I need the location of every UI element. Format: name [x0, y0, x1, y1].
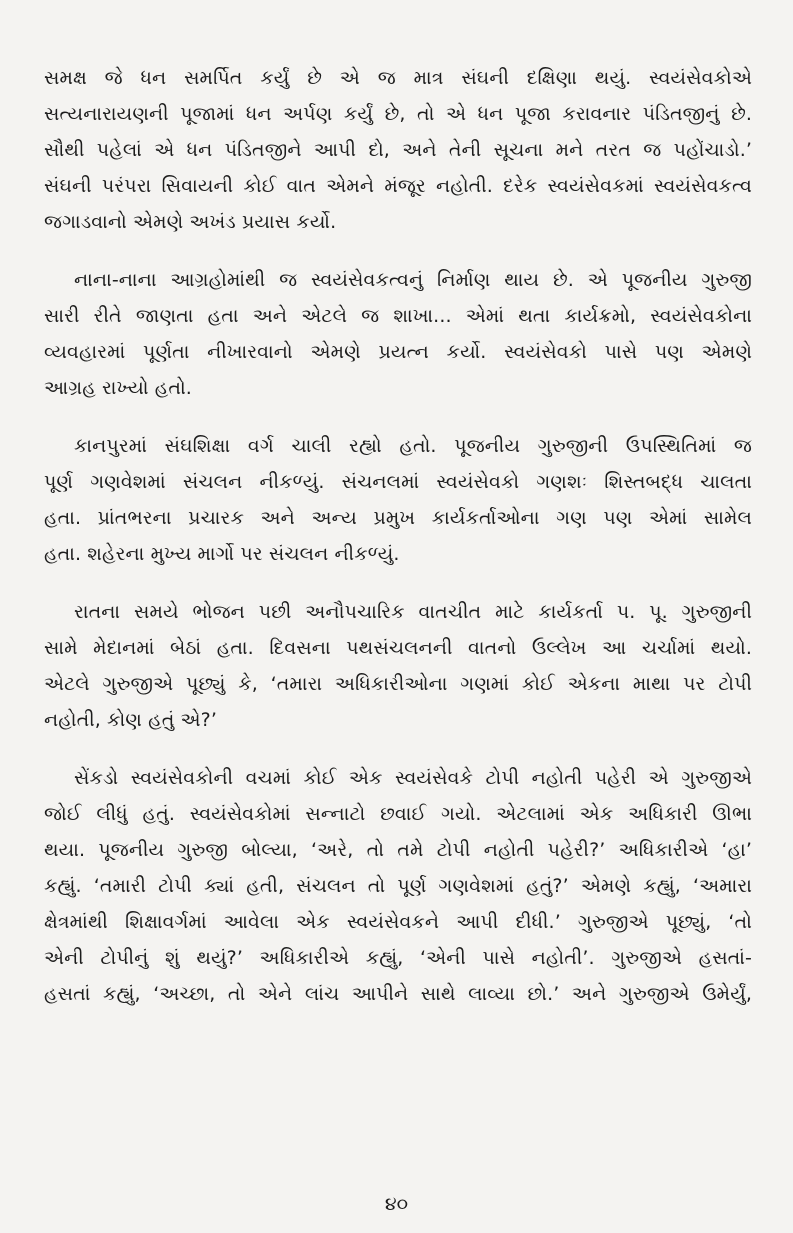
text-line: સંઘની પરંપરા સિવાયની કોઈ વાત એમને મંજૂર નહોતી. દરેક સ્વયંસેવકમાં સ્વયંસેવકત્વ [44, 175, 752, 197]
text-line: સૌથી પહેલાં એ ધન પંડિતજીને આપી દો, અને તેની સૂચના મને તરત જ પહોંચાડો.’ [44, 139, 752, 161]
text-line: થયા. પૂજનીય ગુરુજી બોલ્યા, ‘અરે, તો તમે ટોપી નહોતી પહેરી?’ અધિકારીએ ‘હા’ [44, 839, 752, 861]
book-page-body [44, 60, 752, 1200]
text-line: સત્યનારાયણની પૂજામાં ધન અર્પણ કર્યું છે, તો એ ધન પૂજા કરાવનાર પંડિતજીનું છે. [44, 103, 752, 125]
paragraph-5 [44, 760, 752, 1012]
text-line: એટલે ગુરુજીએ પૂછ્યું કે, ‘તમારા અધિકારીઓના ગણમાં કોઈ એકના માથા પર ટોપી [44, 673, 752, 695]
text-line: પૂર્ણ ગણવેશમાં સંચલન નીકળ્યું. સંચનલમાં સ્વયંસેવકો ગણશઃ શિસ્તબદ્ધ ચાલતા [44, 471, 752, 493]
text-line: હસતાં કહ્યું, ‘અચ્છા, તો એને લાંચ આપીને સાથે લાવ્યા છો.’ અને ગુરુજીએ ઉમેર્યું, [44, 983, 752, 1005]
paragraph-3 [44, 428, 752, 572]
text-line: જગાડવાનો એમણે અખંડ પ્રયાસ કર્યો. [44, 211, 337, 233]
text-line: સમક્ષ જે ધન સમર્પિત કર્યું છે એ જ માત્ર સંઘની દક્ષિણા થયું. સ્વયંસેવકોએ [44, 67, 752, 89]
text-line: સારી રીતે જાણતા હતા અને એટલે જ શાખા... એમાં થતા કાર્યક્રમો, સ્વયંસેવકોના [44, 305, 752, 327]
text-line: નાના-નાના આગ્રહોમાંથી જ સ્વયંસેવકત્વનું નિર્માણ થાય છે. એ પૂજનીય ગુરુજી [74, 269, 752, 291]
paragraph-4 [44, 594, 752, 738]
text-line: સેંકડો સ્વયંસેવકોની વચમાં કોઈ એક સ્વયંસેવકે ટોપી નહોતી પહેરી એ ગુરુજીએ [74, 767, 752, 789]
text-line: નહોતી, કોણ હતું એ?’ [44, 709, 218, 731]
text-line: એની ટોપીનું શું થયું?’ અધિકારીએ કહ્યું, ‘એની પાસે નહોતી’. ગુરુજીએ હસતાં- [44, 947, 752, 969]
text-line: આગ્રહ રાખ્યો હતો. [44, 377, 192, 399]
paragraph-2 [44, 262, 752, 406]
page-number: ૪૦ [384, 1193, 409, 1215]
text-line: હતા. પ્રાંતભરના પ્રચારક અને અન્ય પ્રમુખ કાર્યકર્તાઓના ગણ પણ એમાં સામેલ [44, 507, 752, 529]
text-line: કહ્યું. ‘તમારી ટોપી ક્યાં હતી, સંચલન તો પૂર્ણ ગણવેશમાં હતું?’ એમણે કહ્યું, ‘અમારા [44, 875, 752, 897]
text-line: સામે મેદાનમાં બેઠાં હતા. દિવસના પથસંચલનની વાતનો ઉલ્લેખ આ ચર્ચામાં થયો. [44, 637, 752, 659]
text-line: હતા. શહેરના મુખ્ય માર્ગો પર સંચલન નીકળ્યું. [44, 543, 400, 565]
paragraph-1 [44, 60, 752, 240]
text-line: ક્ષેત્રમાંથી શિક્ષાવર્ગમાં આવેલા એક સ્વયંસેવકને આપી દીધી.’ ગુરુજીએ પૂછ્યું, ‘તો [44, 911, 752, 933]
text-line: વ્યવહારમાં પૂર્ણતા નીખારવાનો એમણે પ્રયત્ન કર્યો. સ્વયંસેવકો પાસે પણ એમણે [44, 341, 752, 363]
text-line: જોઈ લીધું હતું. સ્વયંસેવકોમાં સન્નાટો છવાઈ ગયો. એટલામાં એક અધિકારી ઊભા [44, 803, 752, 825]
text-line: રાતના સમયે ભોજન પછી અનૌપચારિક વાતચીત માટે કાર્યકર્તા પ. પૂ. ગુરુજીની [74, 601, 752, 623]
text-line: કાનપુરમાં સંઘશિક્ષા વર્ગ ચાલી રહ્યો હતો. પૂજનીય ગુરુજીની ઉપસ્થિતિમાં જ [74, 435, 752, 457]
